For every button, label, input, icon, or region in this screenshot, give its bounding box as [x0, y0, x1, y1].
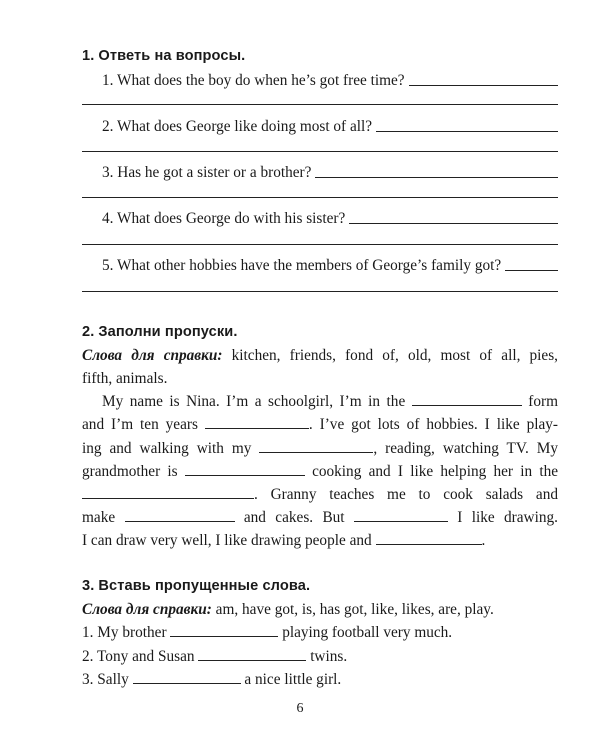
- answer-2-blank[interactable]: [376, 115, 558, 132]
- fill-blank[interactable]: [259, 438, 373, 453]
- question-3: [82, 160, 558, 182]
- fill-text: cooking and I like helping her in the: [312, 463, 559, 480]
- question-2-text: 2. What does George like doing most of all?: [102, 118, 373, 135]
- fill-text: . Granny teaches me to cook salads and: [254, 486, 558, 503]
- section-1-number: 1.: [82, 48, 95, 64]
- item-blank[interactable]: [198, 646, 306, 661]
- section-3-item-1: [82, 622, 558, 644]
- fill-blank[interactable]: [82, 484, 254, 499]
- fill-text: make: [82, 509, 116, 526]
- fill-text: grandmother is: [82, 463, 178, 480]
- section-3-title: Вставь пропущенные слова.: [98, 578, 311, 594]
- section-3-heading: [82, 578, 310, 594]
- answer-3-line[interactable]: [82, 197, 558, 198]
- fill-line-3: [82, 438, 558, 460]
- fill-blank[interactable]: [354, 507, 448, 522]
- answer-4-blank[interactable]: [349, 207, 558, 224]
- item-text: 1. My brother: [82, 624, 167, 641]
- question-5: [82, 253, 558, 275]
- fill-blank[interactable]: [205, 414, 309, 429]
- answer-1-blank[interactable]: [409, 69, 558, 86]
- item-text: twins.: [310, 648, 348, 665]
- question-1-text: 1. What does the boy do when he’s got free time?: [102, 72, 405, 89]
- answer-5-line[interactable]: [82, 291, 558, 292]
- question-1: [82, 68, 558, 90]
- section-3-reference-label: Слова для справки:: [82, 601, 212, 618]
- section-3-number: 3.: [82, 578, 95, 594]
- section-2-reference-words: kitchen, friends, fond of, old, most of all, pies,: [231, 347, 559, 364]
- fill-line-6: [82, 507, 558, 529]
- fill-text: ing and walking with my: [82, 440, 252, 457]
- section-3-item-3: [82, 669, 558, 691]
- item-text: a nice little girl.: [244, 671, 342, 688]
- fill-line-2: [82, 414, 558, 436]
- fill-line-5: [82, 484, 558, 506]
- section-2-reference-line: [82, 345, 558, 367]
- fill-text: .: [481, 532, 486, 549]
- question-3-text: 3. Has he got a sister or a brother?: [102, 164, 312, 181]
- fill-blank[interactable]: [185, 461, 305, 476]
- fill-line-1: [82, 391, 558, 413]
- section-2-reference-line-cont: [82, 368, 558, 390]
- question-4-text: 4. What does George do with his sister?: [102, 210, 346, 227]
- section-2-heading: [82, 324, 237, 340]
- fill-text: form: [528, 393, 559, 410]
- fill-text: , reading, watching TV. My: [373, 440, 558, 457]
- fill-text: and I’m ten years: [82, 416, 198, 433]
- item-blank[interactable]: [170, 622, 278, 637]
- question-4: [82, 206, 558, 228]
- section-2-number: 2.: [82, 324, 95, 340]
- answer-2-line[interactable]: [82, 151, 558, 152]
- section-2-reference-label: Слова для справки:: [82, 347, 223, 364]
- section-2-title: Заполни пропуски.: [98, 324, 238, 340]
- question-5-text: 5. What other hobbies have the members of George’s family got?: [102, 257, 502, 274]
- item-text: 2. Tony and Susan: [82, 648, 195, 665]
- fill-blank[interactable]: [376, 530, 482, 545]
- fill-text: My name is Nina. I’m a schoolgirl, I’m in the: [102, 393, 406, 410]
- answer-5-blank[interactable]: [505, 254, 558, 271]
- fill-blank[interactable]: [412, 391, 522, 406]
- section-3-item-2: [82, 646, 558, 668]
- item-blank[interactable]: [133, 669, 241, 684]
- fill-text: and cakes. But: [243, 509, 345, 526]
- answer-3-blank[interactable]: [315, 161, 558, 178]
- section-3-reference-line: [82, 599, 558, 621]
- fill-blank[interactable]: [125, 507, 235, 522]
- section-1-title: Ответь на вопросы.: [98, 48, 246, 64]
- fill-line-7: [82, 530, 558, 552]
- answer-1-line[interactable]: [82, 104, 558, 105]
- fill-text: I like drawing.: [457, 509, 558, 526]
- question-2: [82, 114, 558, 136]
- section-2-reference-words-cont: fifth, animals.: [82, 370, 168, 387]
- fill-text: I can draw very well, I like drawing people and: [82, 532, 372, 549]
- fill-text: . I’ve got lots of hobbies. I like play-: [308, 416, 558, 433]
- item-text: playing football very much.: [282, 624, 453, 641]
- section-3-reference-words: am, have got, is, has got, like, likes, are, play.: [215, 601, 494, 618]
- page-number: 6: [296, 701, 304, 716]
- section-1-heading: [82, 48, 245, 64]
- fill-line-4: [82, 461, 558, 483]
- answer-4-line[interactable]: [82, 244, 558, 245]
- item-text: 3. Sally: [82, 671, 129, 688]
